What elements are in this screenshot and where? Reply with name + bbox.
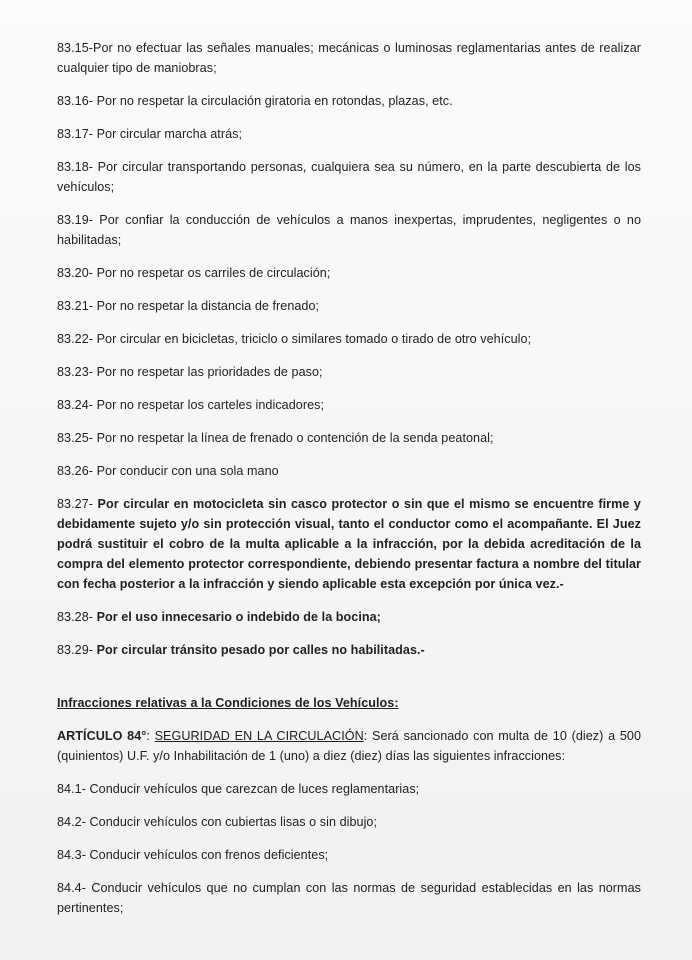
item-text: Por confiar la conducción de vehículos a manos inexpertas, imprudentes, negligentes o no habilitadas; [57,213,641,247]
item-text: Por circular transportando personas, cualquiera sea su número, en la parte descubierta de los vehículos; [57,160,641,194]
list-item [57,362,641,382]
list-item [57,38,641,78]
item-text: Por circular en motocicleta sin casco protector o sin que el mismo se encuentre firme y debidamente sujeto y/o sin protección visual, tanto el conductor como el acompañante. El Juez podrá sustituir el cobro de la multa aplicable a la infracción, por la debida acreditación de la compra del elemento protector correspondiente, debiendo presentar factura a nombre del titular con fecha posterior a la infracción y siendo aplicable esta excepción por única vez.- [57,497,641,591]
list-item [57,812,641,832]
item-number: 83.24- [57,398,94,412]
item-text: Por circular marcha atrás; [93,127,243,141]
list-item [57,461,641,481]
item-text: Conducir vehículos que no cumplan con las normas de seguridad establecidas en las normas pertinentes; [57,881,641,915]
item-text: Por no respetar las prioridades de paso; [93,365,323,379]
item-text: Por circular en bicicletas, triciclo o similares tomado o tirado de otro vehículo; [93,332,532,346]
item-number: 83.23- [57,365,94,379]
item-number: 83.20- [57,266,94,280]
item-text: Por el uso innecesario o indebido de la bocina; [93,610,381,624]
list-item [57,878,641,918]
item-text: Por no efectuar las señales manuales; mecánicas o luminosas reglamentarias antes de realizar cualquier tipo de maniobras; [57,41,641,75]
item-number: 83.29- [57,643,94,657]
article-text: : Será sancionado con multa de 10 (diez) a 500 (quinientos) U.F. y/o Inhabilitación de 1 (uno) a diez (diez) días las siguientes infracciones: [57,729,642,763]
item-number: 83.15- [57,41,94,55]
item-number: 83.21- [57,299,94,313]
item-number: 83.18- [57,160,94,174]
item-text: Conducir vehículos con frenos deficientes; [85,848,329,862]
list-item-helmet [57,494,641,594]
item-text: Por no respetar los carteles indicadores; [93,398,325,412]
section-heading: Infracciones relativas a la Condiciones de los Vehículos: [57,696,399,710]
item-number: 84.4- [57,881,86,895]
item-number: 83.16- [57,94,94,108]
item-text: Por no respetar os carriles de circulación; [93,266,331,280]
list-item-heavy-traffic [57,640,641,660]
item-text: Por conducir con una sola mano [93,464,279,478]
item-number: 83.19- [57,213,94,227]
article-title: SEGURIDAD EN LA CIRCULACIÓN [154,729,364,743]
article-label: ARTÍCULO 84° [57,729,147,743]
item-number: 83.17- [57,127,94,141]
item-number: 83.27- [57,497,94,511]
item-number: 84.3- [57,848,86,862]
article-separator: : [146,729,155,743]
item-number: 84.2- [57,815,86,829]
list-item [57,157,641,197]
article-84 [57,726,641,766]
list-item [57,779,641,799]
list-item [57,845,641,865]
list-item-horn [57,607,641,627]
list-item [57,296,641,316]
item-text: Por no respetar la distancia de frenado; [93,299,320,313]
document-body [57,38,641,931]
item-number: 83.22- [57,332,94,346]
list-item [57,91,641,111]
item-number: 83.25- [57,431,94,445]
item-number: 83.28- [57,610,94,624]
item-text: Conducir vehículos que carezcan de luces reglamentarias; [85,782,420,796]
list-item [57,210,641,250]
list-item [57,395,641,415]
item-text: Por no respetar la línea de frenado o contención de la senda peatonal; [93,431,494,445]
item-text: Por circular tránsito pesado por calles no habilitadas.- [93,643,425,657]
list-item [57,263,641,283]
list-item [57,428,641,448]
list-item [57,124,641,144]
item-number: 83.26- [57,464,94,478]
list-item [57,329,641,349]
item-text: Conducir vehículos con cubiertas lisas o sin dibujo; [85,815,378,829]
item-text: Por no respetar la circulación giratoria en rotondas, plazas, etc. [93,94,453,108]
item-number: 84.1- [57,782,86,796]
